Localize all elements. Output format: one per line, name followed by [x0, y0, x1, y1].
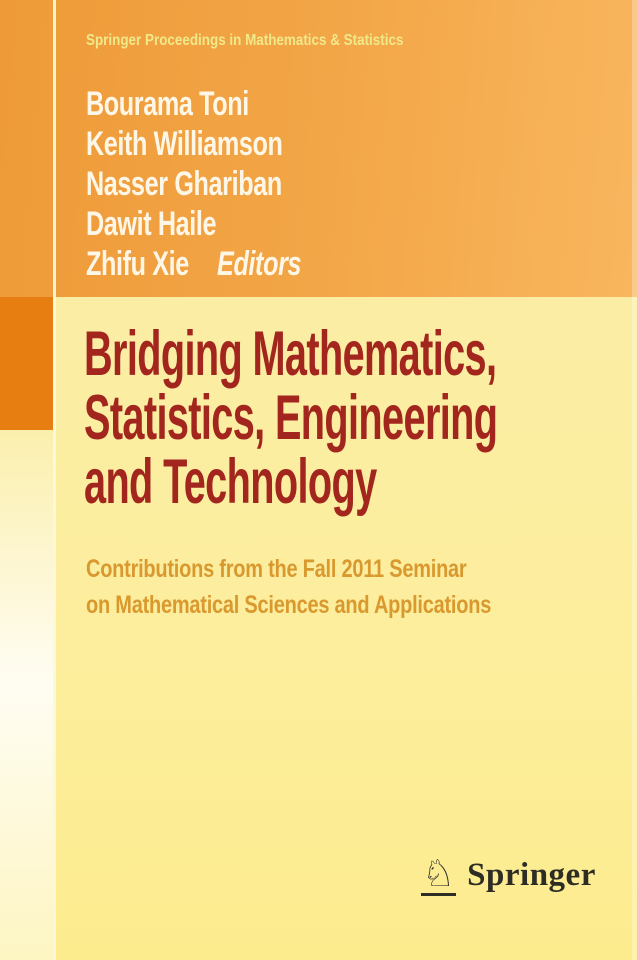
- author-name: Zhifu Xie: [86, 245, 189, 283]
- author-name: Bourama Toni: [86, 85, 249, 123]
- subtitle-line: Contributions from the Fall 2011 Seminar: [86, 555, 467, 583]
- book-subtitle: [86, 551, 491, 623]
- book-title: [84, 319, 498, 517]
- subtitle-line: on Mathematical Sciences and Applications: [86, 591, 492, 619]
- springer-horse-icon: ♘: [422, 852, 456, 895]
- authors-block: [86, 84, 301, 284]
- title-line: Statistics, Engineering: [84, 383, 498, 453]
- title-line: and Technology: [84, 447, 377, 517]
- spine-accent-block: [0, 297, 53, 430]
- series-title: Springer Proceedings in Mathematics & Statistics: [86, 32, 404, 49]
- publisher-name: Springer: [467, 857, 596, 893]
- spine-divider-line: [53, 0, 56, 960]
- editors-label: Editors: [217, 245, 302, 283]
- title-line: Bridging Mathematics,: [84, 319, 497, 389]
- author-name: Dawit Haile: [86, 205, 217, 243]
- author-editors-row: [86, 244, 301, 284]
- page-edge-highlight: [632, 0, 637, 960]
- author-name: Keith Williamson: [86, 125, 283, 163]
- publisher-logo: [421, 852, 596, 896]
- author-name: Nasser Ghariban: [86, 165, 282, 203]
- spine-pale-strip: [0, 430, 53, 960]
